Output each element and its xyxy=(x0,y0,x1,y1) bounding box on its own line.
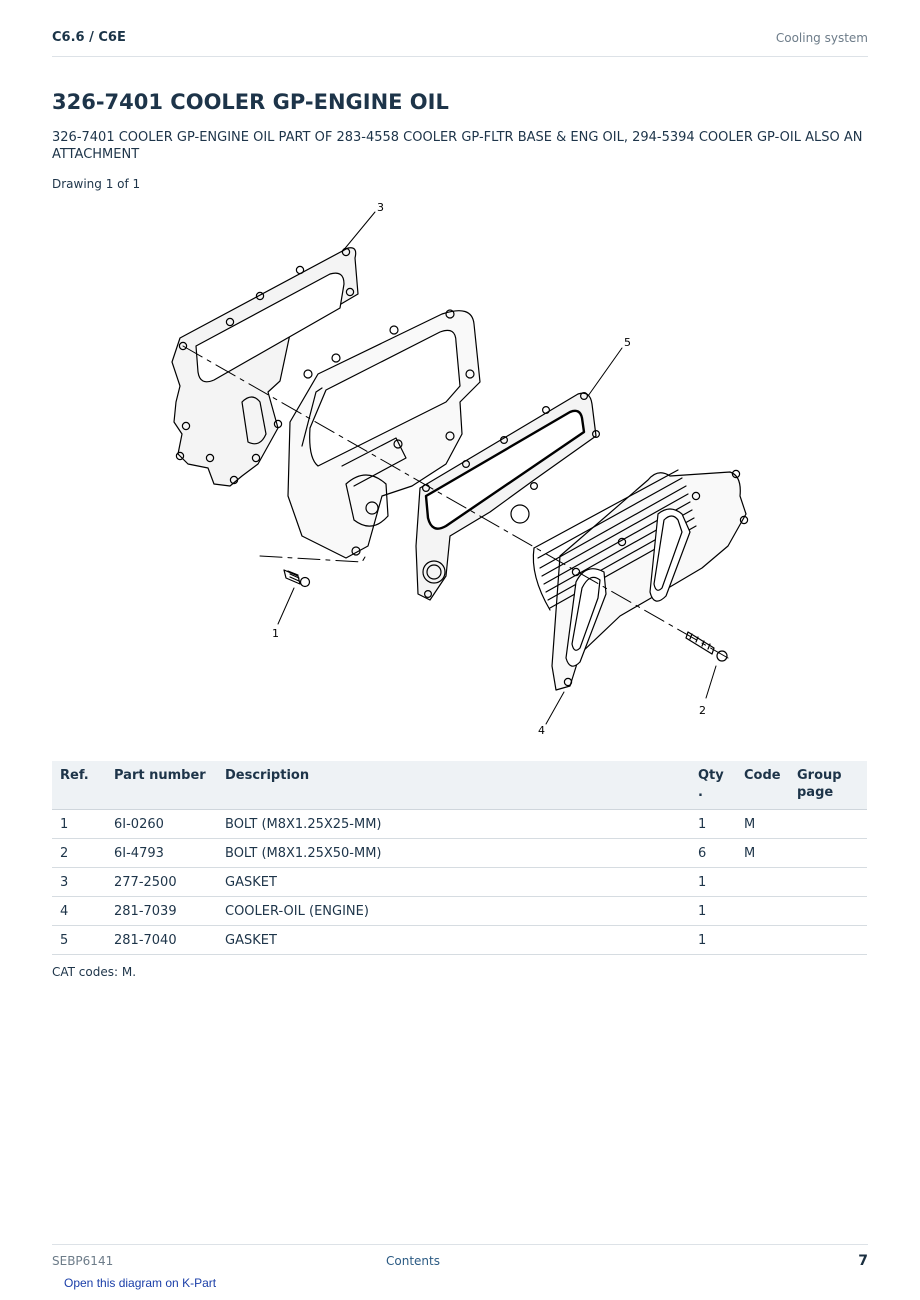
section-label: Cooling system xyxy=(775,31,868,45)
cell-part-number: 277-2500 xyxy=(106,868,217,897)
page-footer xyxy=(52,1244,868,1269)
cell-code xyxy=(736,868,789,897)
cell-part-number: 281-7040 xyxy=(106,926,217,955)
table-header-row xyxy=(52,761,867,810)
col-description: Description xyxy=(217,761,690,810)
drawing-label: Drawing 1 of 1 xyxy=(52,177,141,191)
page-number: 7 xyxy=(858,1253,868,1269)
table-row xyxy=(52,897,867,926)
cell-group-page xyxy=(789,897,867,926)
callout-5: 5 xyxy=(624,336,631,349)
cell-qty: 1 xyxy=(690,868,736,897)
cell-description: GASKET xyxy=(217,926,690,955)
parts-table xyxy=(52,761,867,955)
cell-ref: 5 xyxy=(52,926,106,955)
bolt-short-drawing xyxy=(284,570,310,587)
cell-qty: 1 xyxy=(690,926,736,955)
callout-4: 4 xyxy=(538,724,545,737)
table-row xyxy=(52,868,867,897)
cell-description: BOLT (M8X1.25X25-MM) xyxy=(217,810,690,839)
callout-3: 3 xyxy=(377,201,384,214)
cell-part-number: 281-7039 xyxy=(106,897,217,926)
cell-qty: 6 xyxy=(690,839,736,868)
exploded-parts-diagram xyxy=(150,196,770,741)
callout-1: 1 xyxy=(272,627,279,640)
cell-group-page xyxy=(789,926,867,955)
cell-ref: 3 xyxy=(52,868,106,897)
page-subtitle: 326-7401 COOLER GP-ENGINE OIL PART OF 283-4558 COOLER GP-FLTR BASE & ENG OIL, 294-5394 COOLER GP-OIL ALSO AN ATTACHMENT xyxy=(52,130,863,162)
col-part-number: Part number xyxy=(106,761,217,810)
cell-qty: 1 xyxy=(690,897,736,926)
bolt-long-drawing xyxy=(686,632,727,661)
oil-cooler-drawing xyxy=(533,470,747,690)
cell-qty: 1 xyxy=(690,810,736,839)
cell-code: M xyxy=(736,839,789,868)
cell-description: BOLT (M8X1.25X50-MM) xyxy=(217,839,690,868)
callout-2: 2 xyxy=(699,704,706,717)
col-qty: Qty . xyxy=(690,761,736,810)
cell-ref: 1 xyxy=(52,810,106,839)
cell-part-number: 6I-4793 xyxy=(106,839,217,868)
cell-description: COOLER-OIL (ENGINE) xyxy=(217,897,690,926)
contents-link[interactable]: Contents xyxy=(386,1254,440,1268)
cell-code xyxy=(736,897,789,926)
col-ref: Ref. xyxy=(52,761,106,810)
page-header xyxy=(52,28,868,57)
cell-group-page xyxy=(789,810,867,839)
col-code: Code xyxy=(736,761,789,810)
table-row xyxy=(52,810,867,839)
cell-group-page xyxy=(789,868,867,897)
cell-part-number: 6I-0260 xyxy=(106,810,217,839)
model-label: C6.6 / C6E xyxy=(52,30,126,45)
cell-ref: 4 xyxy=(52,897,106,926)
cell-code xyxy=(736,926,789,955)
open-kpart-link[interactable]: Open this diagram on K-Part xyxy=(64,1276,217,1290)
page-title: 326-7401 COOLER GP-ENGINE OIL xyxy=(52,90,449,114)
table-row xyxy=(52,926,867,955)
cell-description: GASKET xyxy=(217,868,690,897)
cell-code: M xyxy=(736,810,789,839)
cell-ref: 2 xyxy=(52,839,106,868)
cat-codes-note: CAT codes: M. xyxy=(52,965,137,979)
table-row xyxy=(52,839,867,868)
cell-group-page xyxy=(789,839,867,868)
col-group-page: Group page xyxy=(789,761,867,810)
document-id: SEBP6141 xyxy=(52,1254,114,1268)
